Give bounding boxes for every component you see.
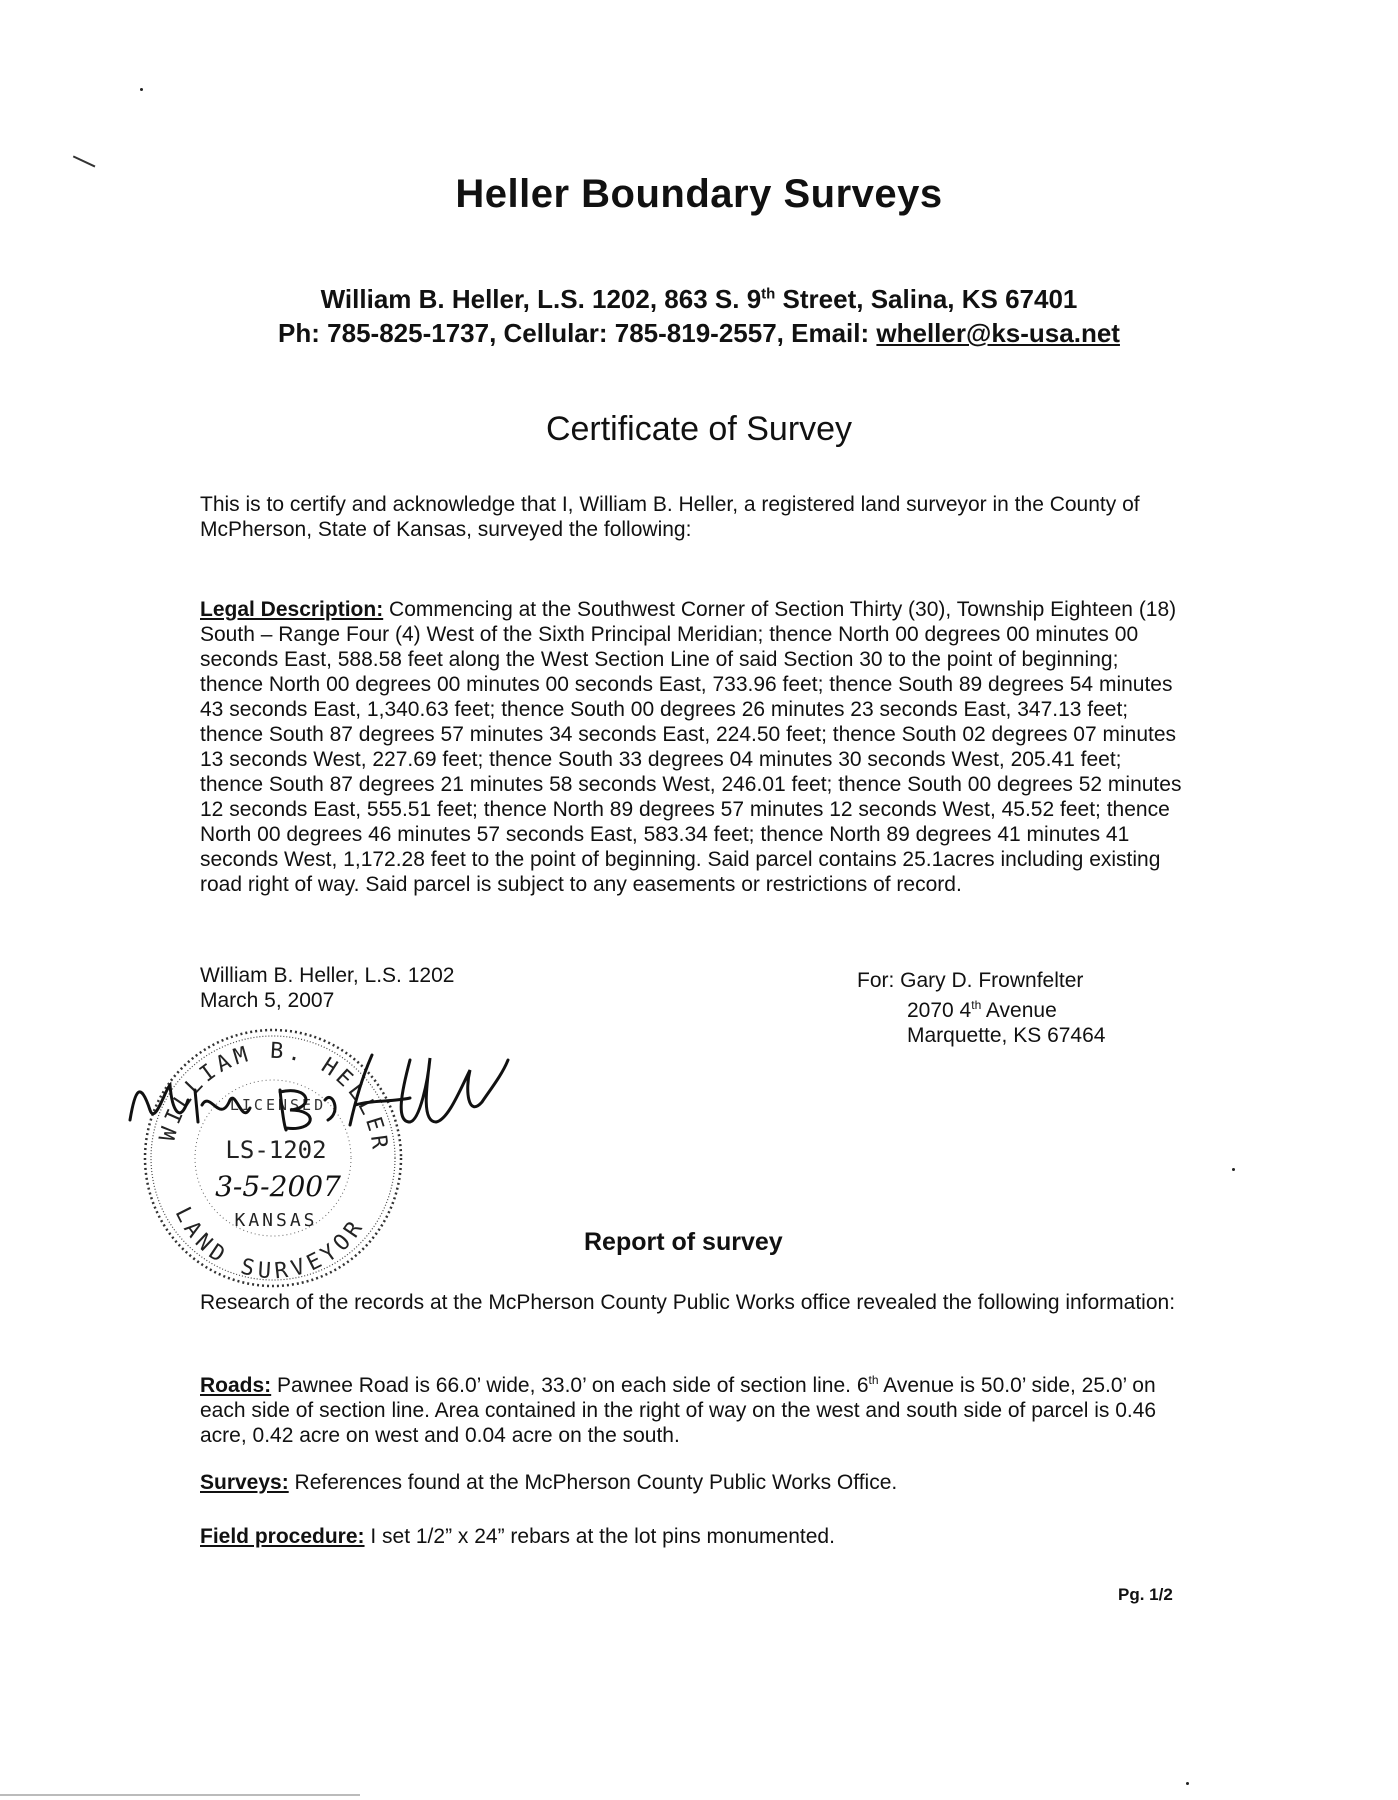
roads-sup: th xyxy=(868,1373,879,1387)
contact-address-sup: th xyxy=(761,285,776,303)
seal-top-text: WILLIAM B. HELLER xyxy=(155,1038,393,1155)
handwritten-signature xyxy=(110,1030,510,1170)
contact-address-line xyxy=(0,284,1398,315)
surveys-text: References found at the McPherson County Public Works Office. xyxy=(288,1471,898,1494)
field-procedure-text: I set 1/2” x 24” rebars at the lot pins monumented. xyxy=(364,1525,835,1548)
client-address-sup: th xyxy=(971,998,982,1012)
client-name: For: Gary D. Frownfelter xyxy=(857,969,1084,992)
client-address-part-b: Avenue xyxy=(981,999,1057,1022)
signer-block xyxy=(200,963,454,1013)
seal-handwritten-date: 3-5-2007 xyxy=(215,1170,341,1203)
signature-first-name xyxy=(130,1085,250,1122)
certificate-intro: This is to certify and acknowledge that I, William B. Heller, a registered land surveyor in the County of McPherson, State of Kansas, surveyed the following: xyxy=(200,493,1140,541)
email-link[interactable]: wheller@ks-usa.net xyxy=(876,318,1120,348)
report-research: Research of the records at the McPherson County Public Works office revealed the following information: xyxy=(200,1291,1176,1314)
contact-address-part-b: Street, Salina, KS 67401 xyxy=(775,284,1078,314)
signer-name: William B. Heller, L.S. 1202 xyxy=(200,964,455,987)
signature-initial xyxy=(280,1090,335,1130)
field-procedure-label: Field procedure: xyxy=(200,1525,365,1548)
scan-bottom-edge xyxy=(0,1794,360,1796)
contact-phones: Ph: 785-825-1737, Cellular: 785-819-2557, Email: xyxy=(278,318,877,348)
seal-license-number: LS-1202 xyxy=(225,1136,327,1164)
client-block xyxy=(857,968,1105,1048)
legal-description xyxy=(200,597,1185,897)
client-address xyxy=(857,993,1105,1023)
scan-speck xyxy=(1186,1782,1189,1785)
signature-text: William B. Heller xyxy=(110,1030,118,1031)
report-roads xyxy=(200,1368,1185,1448)
roads-text-a: Pawnee Road is 66.0’ wide, 33.0’ on each side of section line. 6 xyxy=(271,1374,869,1397)
surveys-label: Surveys: xyxy=(200,1471,289,1494)
company-title: Heller Boundary Surveys xyxy=(455,172,943,216)
legal-description-label: Legal Description: xyxy=(200,598,384,621)
contact-phone-line xyxy=(0,318,1398,349)
seal-bottom-text: LAND SURVEYOR xyxy=(169,1203,371,1285)
client-address-part-a: 2070 4 xyxy=(907,999,972,1022)
signature-last-name xyxy=(350,1055,508,1125)
roads-label: Roads: xyxy=(200,1374,272,1397)
signer-date: March 5, 2007 xyxy=(200,989,335,1012)
roads-text-b: Avenue is 50.0’ side, 25.0’ on each side of section line. Area contained in the right of way on the west and south side of parcel is 0.46 acre, 0.42 acre on west and 0.04 acre on the south. xyxy=(200,1374,1157,1447)
seal-licensed-text: LICENSED xyxy=(229,1096,327,1114)
seal-state-text: KANSAS xyxy=(234,1210,318,1231)
page-number: Pg. 1/2 xyxy=(1118,1585,1173,1604)
contact-address-part-a: William B. Heller, L.S. 1202, 863 S. 9 xyxy=(320,284,762,314)
legal-description-text: Commencing at the Southwest Corner of Section Thirty (30), Township Eighteen (18) South – Range Four (4) West of the Sixth Principal Meridian; thence North 00 degrees 00 minutes 00 seconds East, 588.58 feet along the West Section Line of said Section 30 to the point of beginning; thence North 00 degrees 00 minutes 00 seconds East, 733.96 feet; thence South 89 degrees 54 minutes 43 seconds East, 1,340.63 feet; thence South 00 degrees 26 minutes 23 seconds East, 347.13 feet; thence South 87 degrees 57 minutes 34 seconds East, 224.50 feet; thence South 02 degrees 07 minutes 13 seconds West, 227.69 feet; thence South 33 degrees 04 minutes 30 seconds West, 205.41 feet; thence South 87 degrees 21 minutes 58 seconds West, 246.01 feet; thence South 00 degrees 52 minutes 12 seconds East, 555.51 feet; thence North 89 degrees 57 minutes 12 seconds West, 45.52 feet; thence North 00 degrees 46 minutes 57 seconds East, 583.34 feet; thence North 89 degrees 41 minutes 41 seconds West, 1,172.28 feet to the point of beginning. Said parcel contains 25.1acres including existing road right of way. Said parcel is subject to any easements or restrictions of record. xyxy=(200,598,1182,896)
report-title: Report of survey xyxy=(584,1228,783,1256)
report-surveys xyxy=(200,1470,1185,1495)
report-field-procedure xyxy=(200,1524,1185,1549)
certificate-title: Certificate of Survey xyxy=(545,410,853,448)
scan-speck xyxy=(1232,1168,1235,1171)
scan-speck xyxy=(140,88,143,91)
client-city: Marquette, KS 67464 xyxy=(907,1024,1106,1047)
